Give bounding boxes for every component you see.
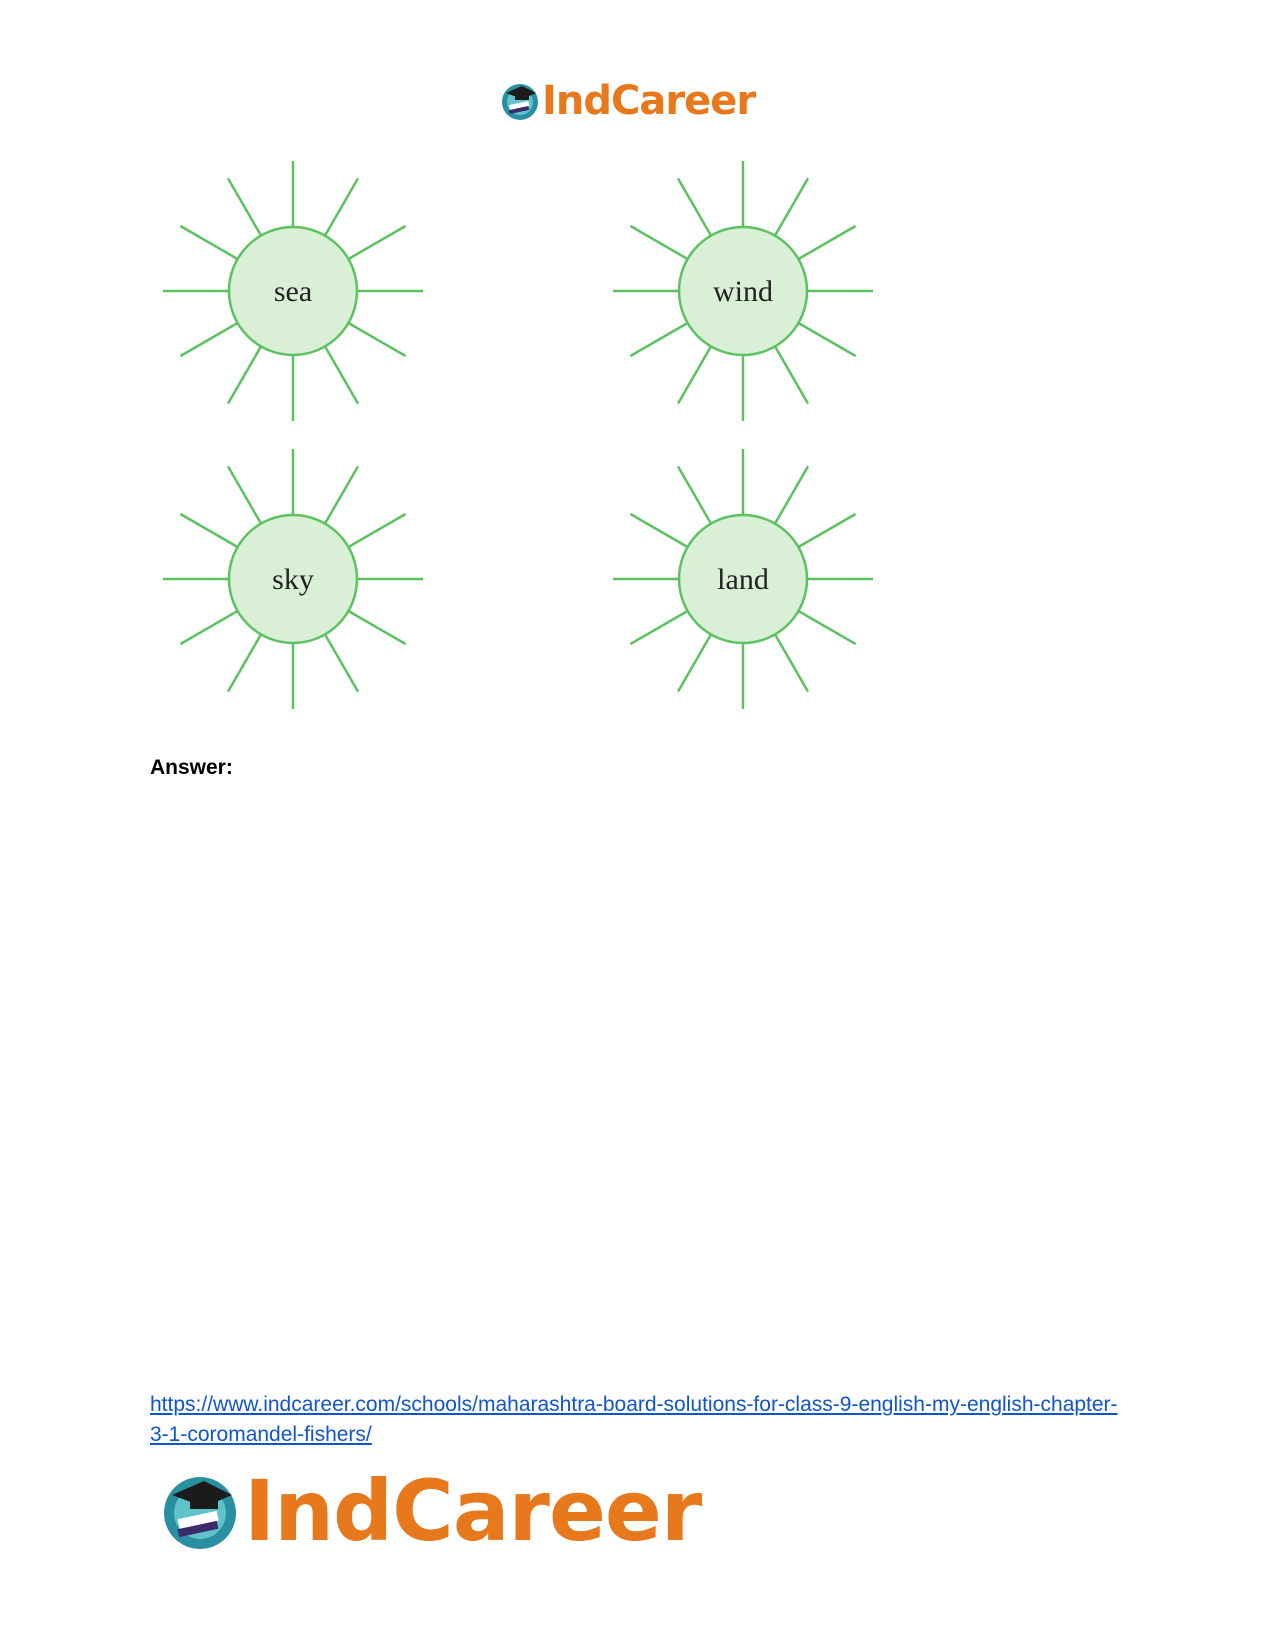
sun-label: sky <box>272 563 314 596</box>
sunburst-land <box>613 449 873 709</box>
sun-ray <box>348 514 405 547</box>
footer-url-link[interactable]: https://www.indcareer.com/schools/maharashtra-board-solutions-for-class-9-english-my-english-chapter-3-1-coromandel-fishers/ <box>150 1393 1118 1446</box>
footer-logo <box>160 1462 701 1560</box>
answer-label: Answer: <box>150 756 233 779</box>
sun-ray <box>228 634 261 691</box>
sun-ray <box>678 346 711 403</box>
sun-ray <box>228 178 261 235</box>
sun-ray <box>630 611 687 644</box>
sun-ray <box>630 514 687 547</box>
sun-ray <box>325 178 358 235</box>
sunburst-sea <box>163 161 423 421</box>
sunburst-sky <box>163 449 423 709</box>
sun-ray <box>180 514 237 547</box>
sun-ray <box>228 466 261 523</box>
sun-ray <box>775 466 808 523</box>
sun-ray <box>798 514 855 547</box>
sun-ray <box>348 323 405 356</box>
sun-ray <box>798 611 855 644</box>
logo-text: IndCareer <box>542 78 756 124</box>
sun-ray <box>775 178 808 235</box>
sun-ray <box>678 466 711 523</box>
sun-label: land <box>717 563 769 596</box>
sun-ray <box>775 634 808 691</box>
sun-ray <box>325 634 358 691</box>
sun-ray <box>180 611 237 644</box>
sun-ray <box>630 226 687 259</box>
sunburst-wind <box>613 161 873 421</box>
graduation-cap-globe-icon <box>160 1471 240 1551</box>
sun-ray <box>325 346 358 403</box>
sun-ray <box>180 323 237 356</box>
sun-ray <box>348 226 405 259</box>
sun-ray <box>678 634 711 691</box>
sun-ray <box>348 611 405 644</box>
sun-ray <box>180 226 237 259</box>
sun-label: wind <box>713 275 773 308</box>
logo-text: IndCareer <box>244 1462 702 1560</box>
sun-ray <box>630 323 687 356</box>
sunburst-diagram <box>0 0 1275 760</box>
sun-ray <box>678 178 711 235</box>
sun-ray <box>228 346 261 403</box>
sun-label: sea <box>273 275 313 308</box>
sun-ray <box>325 466 358 523</box>
sun-ray <box>775 346 808 403</box>
sun-ray <box>798 323 855 356</box>
sun-ray <box>798 226 855 259</box>
